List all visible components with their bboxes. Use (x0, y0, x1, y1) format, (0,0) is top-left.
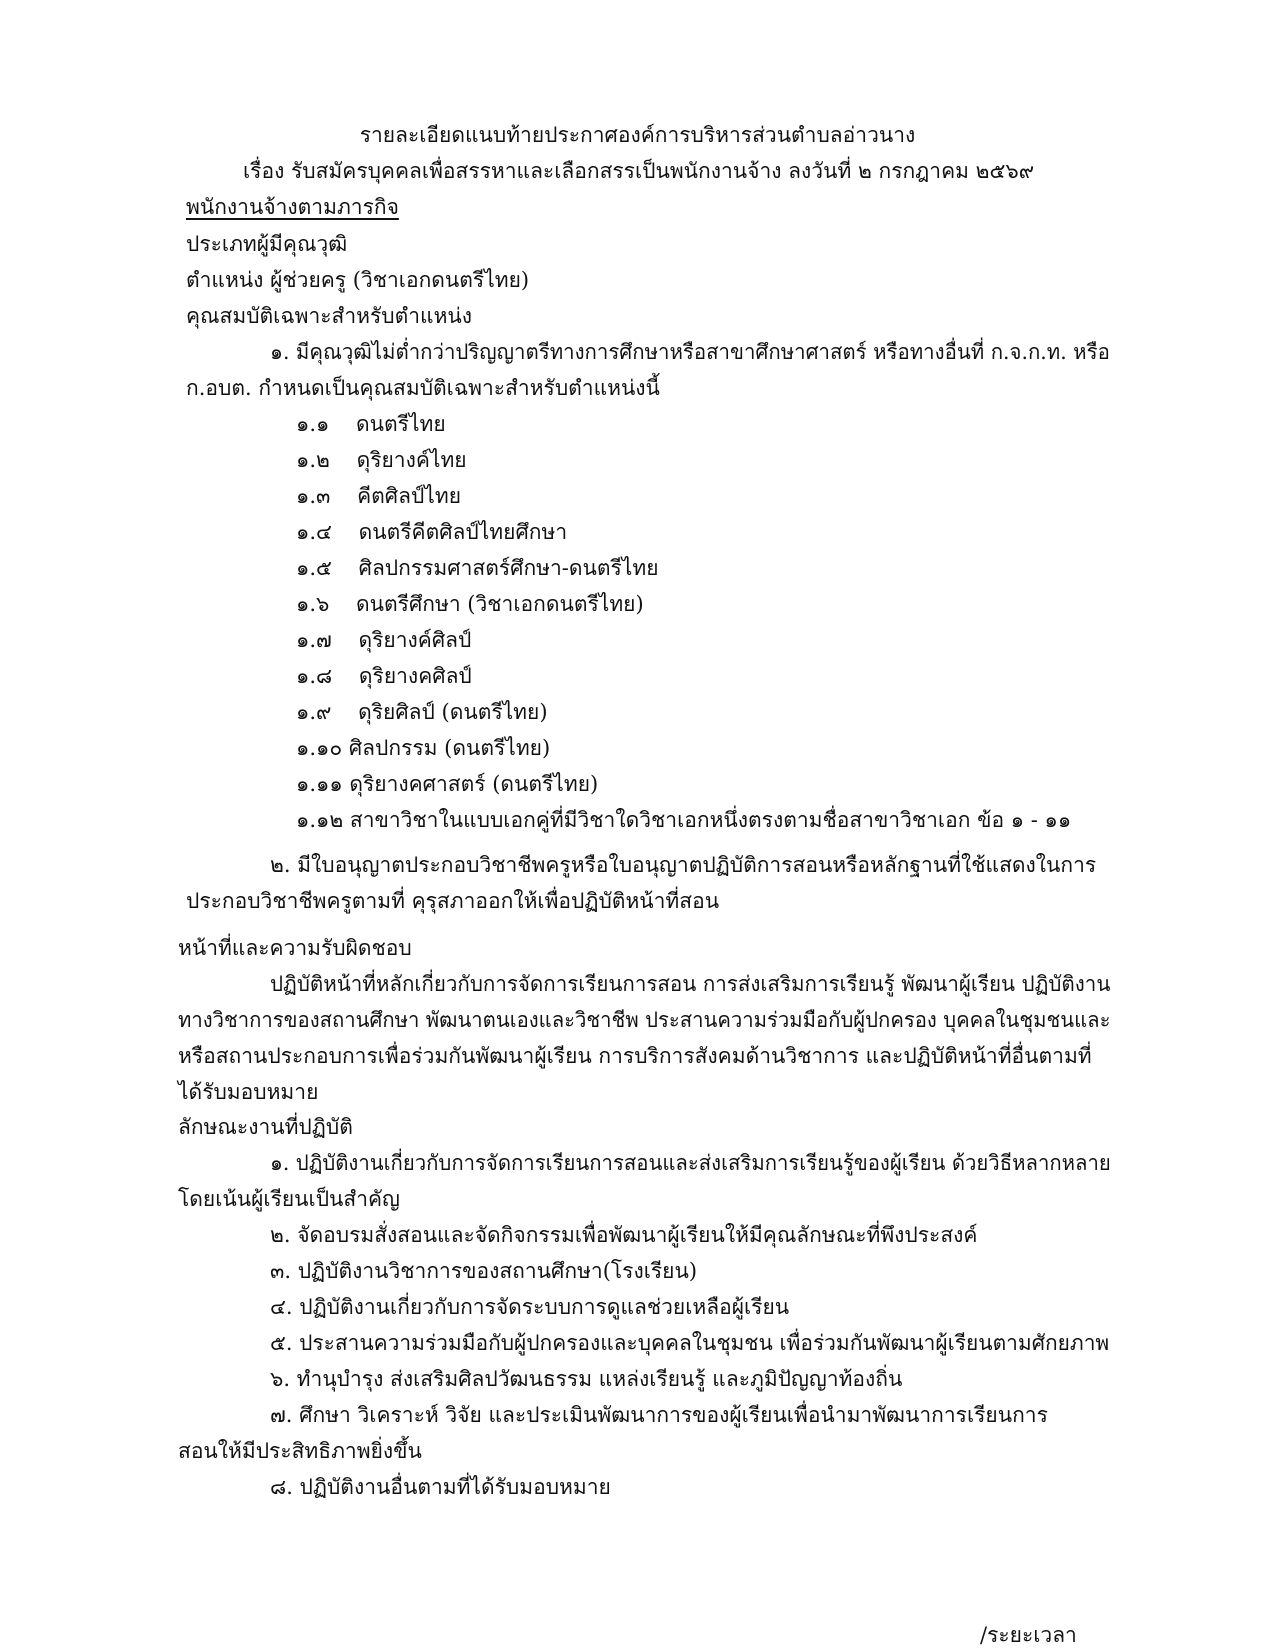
duties-heading: หน้าที่และความรับผิดชอบ (178, 936, 412, 960)
degree-item: ๑.๒ ดุริยางค์ไทย (296, 448, 467, 472)
qualification-2-line1: ๒. มีใบอนุญาตประกอบวิชาชีพครูหรือใบอนุญาตปฏิบัติการสอนหรือหลักฐานที่ใช้แสดงในการ (270, 853, 1097, 877)
document-title: รายละเอียดแนบท้ายประกาศองค์การบริหารส่วนตำบลอ่าวนาง (359, 123, 916, 147)
duties-line: หรือสถานประกอบการเพื่อร่วมกันพัฒนาผู้เรียน การบริการสังคมด้านวิชาการ และปฏิบัติหน้าที่อื่นตามที่ (178, 1044, 1092, 1068)
work-nature-heading: ลักษณะงานที่ปฏิบัติ (178, 1115, 353, 1139)
qualification-1-line1: ๑. มีคุณวุฒิไม่ต่ำกว่าปริญญาตรีทางการศึกษาหรือสาขาศึกษาศาสตร์ หรือทางอื่นที่ ก.จ.ก.ท. หรือ (270, 340, 1110, 364)
employee-type-heading: พนักงานจ้างตามภารกิจ (186, 195, 399, 219)
duties-line: ทางวิชาการของสถานศึกษา พัฒนาตนเองและวิชาชีพ ประสานความร่วมมือกับผู้ปกครอง บุคคลในชุมชนและ (178, 1008, 1111, 1032)
degree-item: ๑.๔ ดนตรีคีตศิลป์ไทยศึกษา (296, 520, 568, 544)
degree-item: ๑.๗ ดุริยางค์ศิลป์ (296, 628, 472, 652)
position-label: ตำแหน่ง ผู้ช่วยครู (วิชาเอกดนตรีไทย) (186, 268, 530, 292)
degree-item: ๑.๑๒ สาขาวิชาในแบบเอกคู่ที่มีวิชาใดวิชาเอกหนึ่งตรงตามชื่อสาขาวิชาเอก ข้อ ๑ - ๑๑ (296, 808, 1072, 832)
qualifications-heading: คุณสมบัติเฉพาะสำหรับตำแหน่ง (186, 304, 473, 328)
work-nature-item-1-line2: โดยเน้นผู้เรียนเป็นสำคัญ (178, 1187, 400, 1211)
work-nature-item-6: ๖. ทำนุบำรุง ส่งเสริมศิลปวัฒนธรรม แหล่งเรียนรู้ และภูมิปัญญาท้องถิ่น (270, 1367, 903, 1391)
page-continuation-marker: /ระยะเวลา (980, 1623, 1077, 1647)
qualification-2-line2: ประกอบวิชาชีพครูตามที่ คุรุสภาออกให้เพื่อปฏิบัติหน้าที่สอน (186, 889, 720, 913)
work-nature-item-3: ๓. ปฏิบัติงานวิชาการของสถานศึกษา(โรงเรียน) (270, 1259, 698, 1283)
work-nature-item-7-line1: ๗. ศึกษา วิเคราะห์ วิจัย และประเมินพัฒนาการของผู้เรียนเพื่อนำมาพัฒนาการเรียนการ (270, 1403, 1048, 1427)
qualification-1-line2: ก.อบต. กำหนดเป็นคุณสมบัติเฉพาะสำหรับตำแหน่งนี้ (186, 376, 660, 400)
degree-item: ๑.๑๐ ศิลปกรรม (ดนตรีไทย) (296, 736, 551, 760)
degree-item: ๑.๘ ดุริยางคศิลป์ (296, 664, 472, 688)
document-subject: เรื่อง รับสมัครบุคคลเพื่อสรรหาและเลือกสรรเป็นพนักงานจ้าง ลงวันที่ ๒ กรกฎาคม ๒๕๖๙ (243, 159, 1035, 183)
degree-item: ๑.๑๑ ดุริยางคศาสตร์ (ดนตรีไทย) (296, 772, 599, 796)
work-nature-item-4: ๔. ปฏิบัติงานเกี่ยวกับการจัดระบบการดูแลช่วยเหลือผู้เรียน (270, 1295, 790, 1319)
duties-line: ได้รับมอบหมาย (178, 1080, 319, 1104)
degree-item: ๑.๖ ดนตรีศึกษา (วิชาเอกดนตรีไทย) (296, 592, 644, 616)
degree-item: ๑.๙ ดุริยศิลป์ (ดนตรีไทย) (296, 700, 548, 724)
category-label: ประเภทผู้มีคุณวุฒิ (186, 232, 348, 256)
work-nature-item-5: ๕. ประสานความร่วมมือกับผู้ปกครองและบุคคลในชุมชน เพื่อร่วมกันพัฒนาผู้เรียนตามศักยภาพ (270, 1331, 1110, 1355)
degree-item: ๑.๑ ดนตรีไทย (296, 412, 446, 436)
work-nature-item-7-line2: สอนให้มีประสิทธิภาพยิ่งขึ้น (178, 1439, 422, 1463)
duties-line: ปฏิบัติหน้าที่หลักเกี่ยวกับการจัดการเรียนการสอน การส่งเสริมการเรียนรู้ พัฒนาผู้เรียน ปฏิบัติงาน (270, 972, 1111, 996)
work-nature-item-8: ๘. ปฏิบัติงานอื่นตามที่ได้รับมอบหมาย (270, 1475, 611, 1499)
work-nature-item-1-line1: ๑. ปฏิบัติงานเกี่ยวกับการจัดการเรียนการสอนและส่งเสริมการเรียนรู้ของผู้เรียน ด้วยวิธีหลากหลาย (270, 1151, 1111, 1175)
degree-item: ๑.๕ ศิลปกรรมศาสตร์ศึกษา-ดนตรีไทย (296, 556, 659, 580)
degree-item: ๑.๓ คีตศิลป์ไทย (296, 484, 462, 508)
work-nature-item-2: ๒. จัดอบรมสั่งสอนและจัดกิจกรรมเพื่อพัฒนาผู้เรียนให้มีคุณลักษณะที่พึงประสงค์ (270, 1223, 978, 1247)
